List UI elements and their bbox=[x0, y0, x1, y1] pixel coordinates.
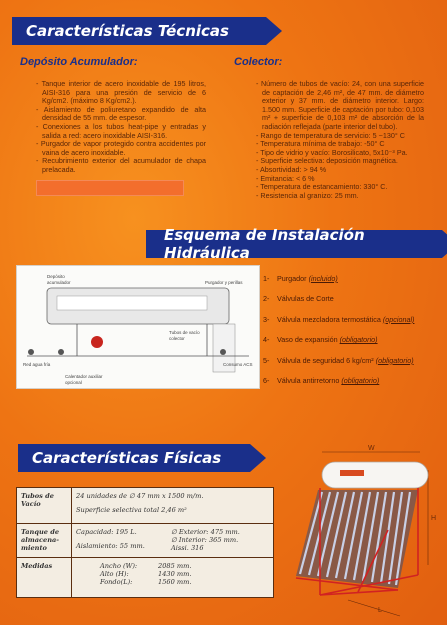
colector-label-1: Tubos de vacío bbox=[169, 330, 200, 335]
row-value bbox=[72, 558, 274, 598]
capacity-spec: Capacidad: 195 L. bbox=[76, 528, 137, 536]
valve-icon bbox=[28, 349, 34, 355]
dimension-label: Alto (H): bbox=[100, 570, 129, 578]
legend-text: Válvula antirretorno bbox=[277, 376, 340, 386]
brand-plate bbox=[340, 470, 364, 476]
collector-heading: Colector: bbox=[234, 56, 283, 68]
collector-spec-item: - Tipo de vidrio y vacío: Borosilicato, 5x10⁻³ Pa. bbox=[256, 149, 424, 158]
legend-text: Válvulas de Corte bbox=[277, 294, 334, 304]
tank-heading: Depósito Acumulador: bbox=[20, 56, 138, 68]
phys-title-banner bbox=[18, 444, 250, 472]
steel-spec: Aissi. 316 bbox=[171, 544, 204, 552]
collector-spec-item: - Absortividad: > 94 % bbox=[256, 166, 424, 175]
row-value bbox=[72, 488, 274, 524]
inner-diameter-spec: ∅ Interior: 365 mm. bbox=[171, 536, 239, 544]
legend-number: 3- bbox=[263, 314, 270, 324]
legend-item bbox=[263, 330, 443, 351]
dimension-h-label: H bbox=[431, 515, 437, 522]
legend-text: Válvula mezcladora termostática bbox=[277, 314, 381, 324]
expansion-vessel-icon bbox=[91, 336, 103, 348]
physical-spec-table bbox=[16, 487, 274, 598]
row-header: Tanque de almacena-miento bbox=[17, 524, 72, 558]
legend-opt: (obligatorio) bbox=[341, 376, 380, 386]
dimension-label: Fondo(L): bbox=[100, 578, 133, 586]
tank-spec-item: - Recubrimiento exterior del acumulador de chapa prelacada. bbox=[36, 157, 206, 174]
heater-label-1: Calentador auxiliar bbox=[65, 374, 103, 379]
legend-item bbox=[263, 289, 443, 310]
tank-spec-item: - Purgador de vapor protegido contra accidentes por vaina de acero inoxidable. bbox=[36, 140, 206, 157]
install-title-banner bbox=[146, 226, 442, 262]
storage-tank-icon bbox=[322, 462, 428, 488]
table-row bbox=[17, 524, 274, 558]
solar-heater-illustration bbox=[278, 440, 444, 620]
legend-item bbox=[263, 350, 443, 371]
hydraulic-diagram bbox=[16, 265, 260, 389]
collector-spec-list bbox=[256, 80, 424, 200]
tank-label-2: acumulador bbox=[47, 280, 71, 285]
collector-spec-item: - Temperatura de estancamiento: 330° C. bbox=[256, 183, 424, 192]
table-row bbox=[17, 558, 274, 598]
install-title: Esquema de Instalación Hidráulica bbox=[164, 226, 365, 262]
dimension-w-label: W bbox=[368, 445, 375, 452]
purgador-label: Purgador y perillas bbox=[205, 280, 243, 285]
tech-title: Características Técnicas bbox=[26, 22, 229, 40]
legend-text: Purgador bbox=[277, 273, 307, 283]
dimension-value: 2085 mm. bbox=[158, 562, 192, 570]
collector-spec-item: - Número de tubos de vacío: 24, con una superficie de captación de 2,46 m², de 47 mm. de diámetro exterior y 37 mm. de diámetro interior. Largo: 1.500 mm. Superficie de captación por tubo: 0,103 m² + superficie de 0,103 m² de absorción de la radiación reflejada (parte interior del tubo). bbox=[256, 80, 424, 132]
colector-label-2: colector bbox=[169, 336, 185, 341]
row-header: Tubos de Vacío bbox=[17, 488, 72, 524]
dimension-label: Ancho (W): bbox=[100, 562, 138, 570]
legend-number: 6- bbox=[263, 376, 270, 386]
dimension-l-label: L bbox=[378, 607, 382, 614]
dimension-line bbox=[100, 578, 269, 586]
collector-spec-item: - Emitancia: < 6 % bbox=[256, 175, 424, 184]
tank-label-1: Depósito bbox=[47, 274, 65, 279]
legend-text: Vaso de expansión bbox=[277, 335, 338, 345]
outlet-label: Consumo ACS bbox=[223, 362, 253, 367]
tank-spec-grid bbox=[76, 528, 269, 552]
legend-item bbox=[263, 268, 443, 289]
legend-text: Válvula de seguridad 6 kg/cm² bbox=[277, 355, 374, 365]
highlight-bar bbox=[36, 180, 184, 196]
tank-spec-list bbox=[36, 80, 206, 175]
legend-number: 4- bbox=[263, 335, 270, 345]
dimension-value: 1560 mm. bbox=[158, 578, 192, 586]
legend-opt: (incluido) bbox=[308, 273, 338, 283]
legend-item bbox=[263, 309, 443, 330]
phys-title: Características Físicas bbox=[32, 449, 222, 467]
outer-diameter-spec: ∅ Exterior: 475 mm. bbox=[171, 528, 240, 536]
collector-spec-item: - Superficie selectiva: deposición magnética. bbox=[256, 157, 424, 166]
tank-spec-item: - Aislamiento de poliuretano expandido de alta densidad de 55 mm. de espesor. bbox=[36, 106, 206, 123]
valve-icon bbox=[58, 349, 64, 355]
row-value bbox=[72, 524, 274, 558]
valve-icon bbox=[220, 349, 226, 355]
diagram-svg bbox=[17, 266, 259, 388]
collector-spec-item: - Rango de temperatura de servicio: 5 ~130° C bbox=[256, 132, 424, 141]
collector-spec-item: - Temperatura mínima de trabajo: -50° C bbox=[256, 140, 424, 149]
legend-item bbox=[263, 371, 443, 392]
dimension-line-l bbox=[348, 600, 400, 616]
tank-spec-item: - Conexiones a los tubos heat-pipe y entradas y salida a red: acero inoxidable AISI-316. bbox=[36, 123, 206, 140]
heater-label-2: opcional bbox=[65, 380, 82, 385]
tank-spec-col bbox=[76, 528, 171, 552]
tank-inner bbox=[57, 296, 207, 310]
legend-opt: (obligatorio) bbox=[375, 355, 414, 365]
inlet-label: Red agua fría bbox=[23, 362, 51, 367]
legend-list bbox=[263, 268, 443, 391]
surface-spec: Superficie selectiva total 2,46 m² bbox=[76, 506, 187, 514]
tank-diameter-col bbox=[171, 528, 240, 552]
legend-number: 2- bbox=[263, 294, 270, 304]
tank-spec-item: - Tanque interior de acero inoxidable de 195 litros, AISI-316 para una presión de servicio de 6 Kg/cm2. (máximo 8 Kg/cm2.). bbox=[36, 80, 206, 106]
table-row bbox=[17, 488, 274, 524]
row-header: Medidas bbox=[17, 558, 72, 598]
dimension-line bbox=[100, 562, 269, 570]
legend-opt: (obligatorio) bbox=[339, 335, 378, 345]
legend-number: 1- bbox=[263, 273, 270, 283]
collector-spec-item: - Resistencia al granizo: 25 mm. bbox=[256, 192, 424, 201]
tubes-spec: 24 unidades de ∅ 47 mm x 1500 m/m. bbox=[76, 492, 204, 500]
legend-number: 5- bbox=[263, 355, 270, 365]
dimension-line bbox=[100, 570, 269, 578]
legend-opt: (opcional) bbox=[382, 314, 415, 324]
insulation-spec: Aislamiento: 55 mm. bbox=[76, 542, 145, 550]
tech-title-banner bbox=[12, 17, 266, 45]
dimension-value: 1430 mm. bbox=[158, 570, 192, 578]
